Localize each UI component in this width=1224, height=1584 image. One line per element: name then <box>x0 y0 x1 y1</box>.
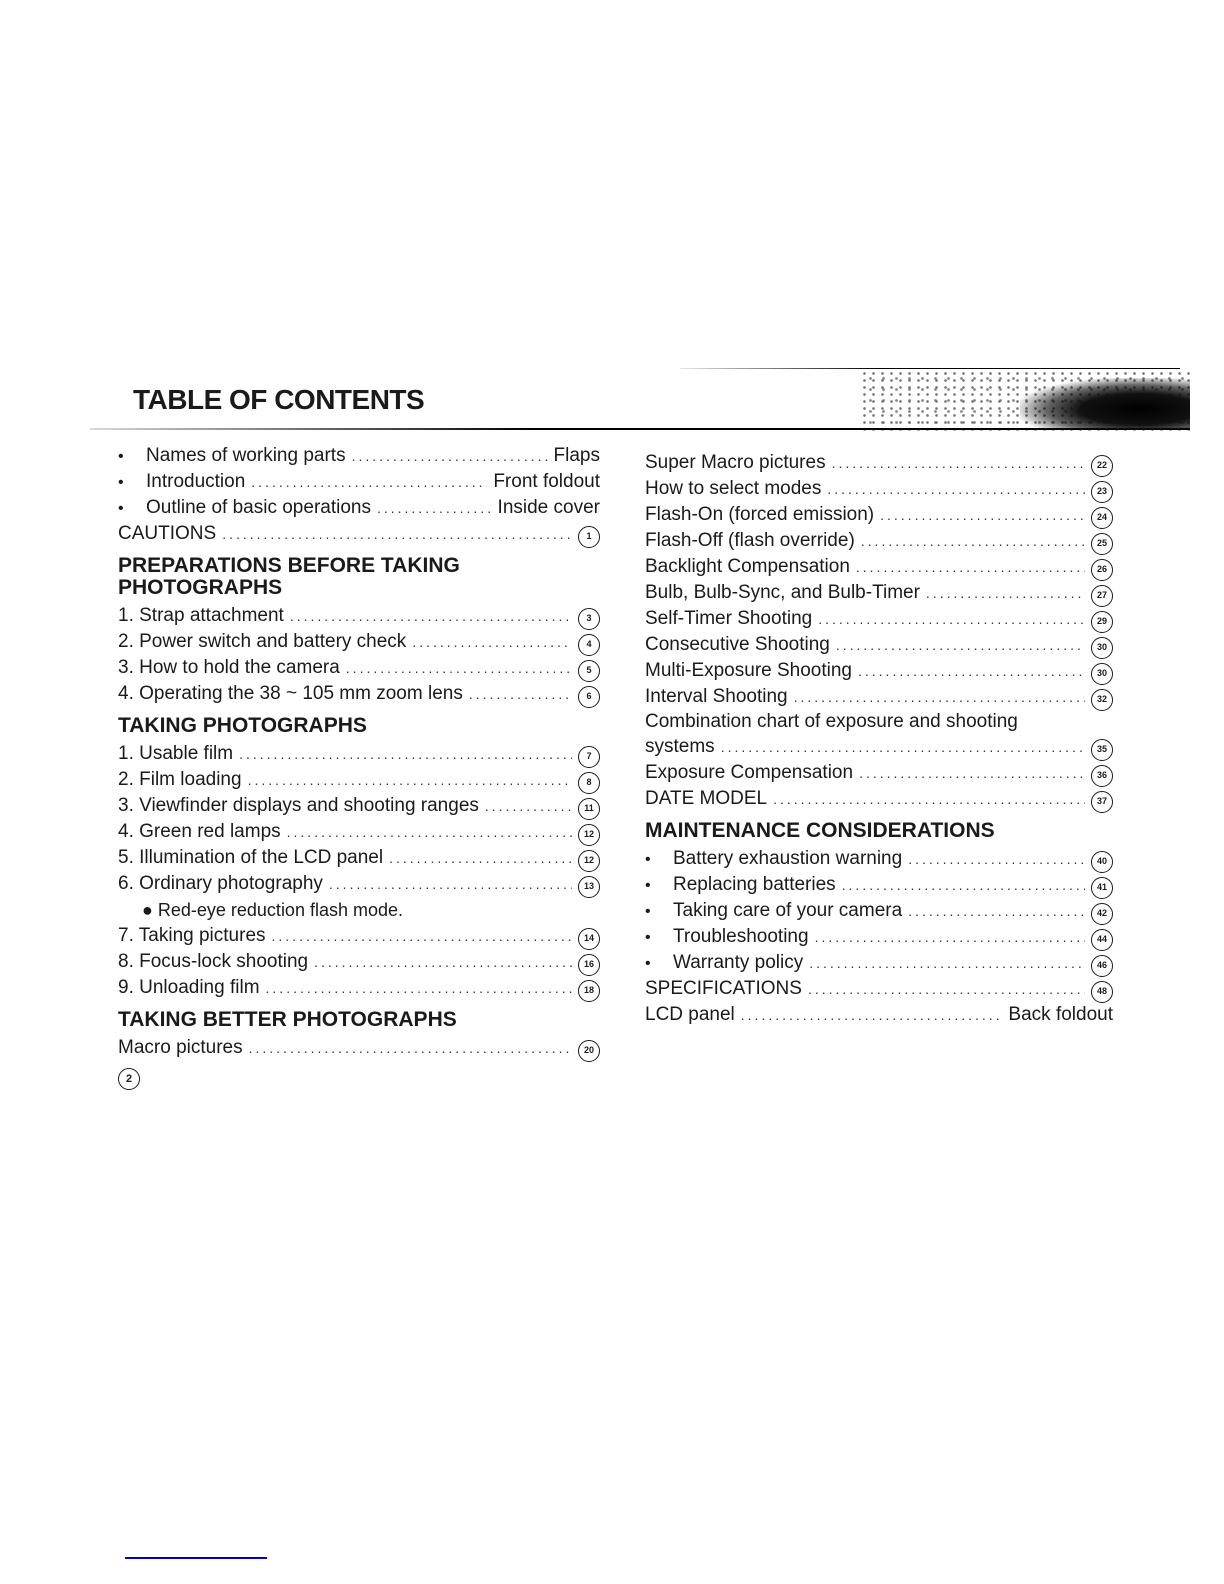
toc-entry[interactable] <box>118 819 600 845</box>
circled-page-number: 7 <box>578 746 600 768</box>
toc-entry[interactable] <box>118 871 600 897</box>
dot-leader <box>389 845 572 871</box>
toc-entry[interactable] <box>118 469 600 495</box>
dot-leader <box>773 786 1085 812</box>
toc-entry[interactable] <box>645 786 1113 812</box>
circled-page-number: 32 <box>1091 689 1113 711</box>
circled-page-number: 30 <box>1091 637 1113 659</box>
circled-page-number: 12 <box>578 850 600 872</box>
dot-leader <box>908 846 1085 872</box>
dot-leader <box>842 872 1085 898</box>
toc-entry-label: CAUTIONS <box>118 523 217 544</box>
circled-page-number: 6 <box>578 686 600 708</box>
toc-entry[interactable] <box>645 684 1113 710</box>
toc-entry-label: Flash-Off (flash override) <box>645 530 855 551</box>
toc-entry[interactable] <box>118 443 600 469</box>
toc-entry[interactable] <box>645 606 1113 632</box>
bullet-icon: • <box>118 448 124 465</box>
toc-entry[interactable] <box>118 845 600 871</box>
bullet-icon: • <box>645 877 651 894</box>
toc-entry-label: Outline of basic operations <box>146 497 371 518</box>
dot-leader <box>818 606 1085 632</box>
toc-right-column <box>645 450 1113 1028</box>
toc-entry-label: Self-Timer Shooting <box>645 608 813 629</box>
toc-entry-label: Backlight Compensation <box>645 556 850 577</box>
dot-leader <box>469 681 572 707</box>
circled-page-number: 27 <box>1091 585 1113 607</box>
dot-leader <box>222 521 572 547</box>
toc-entry[interactable] <box>118 655 600 681</box>
footer-rule <box>125 1557 267 1559</box>
circled-page-number: 23 <box>1091 481 1113 503</box>
toc-entry-label: 7. Taking pictures <box>118 925 266 946</box>
circled-page-number: 18 <box>578 980 600 1002</box>
dot-leader <box>346 655 572 681</box>
circled-page-number: 37 <box>1091 791 1113 813</box>
circled-page-number: 13 <box>578 876 600 898</box>
toc-entry-label: 3. Viewfinder displays and shooting ranges <box>118 795 479 816</box>
dot-leader <box>721 734 1085 760</box>
toc-entry[interactable] <box>645 1002 1113 1028</box>
toc-entry-label: Flash-On (forced emission) <box>645 504 875 525</box>
toc-entry[interactable] <box>645 898 1113 924</box>
toc-entry-label: Battery exhaustion warning <box>673 848 903 869</box>
circled-page-number: 48 <box>1091 981 1113 1003</box>
page-reference: Flaps <box>553 445 600 466</box>
toc-entry[interactable] <box>645 976 1113 1002</box>
toc-entry[interactable] <box>645 528 1113 554</box>
circled-page-number: 22 <box>1091 455 1113 477</box>
dot-leader <box>329 871 572 897</box>
bullet-icon: • <box>645 955 651 972</box>
circled-page-number: 44 <box>1091 929 1113 951</box>
dot-leader <box>859 760 1085 786</box>
section-heading: TAKING PHOTOGRAPHS <box>118 714 367 737</box>
dot-leader <box>808 976 1085 1002</box>
toc-entry[interactable] <box>645 924 1113 950</box>
toc-entry[interactable] <box>118 603 600 629</box>
circled-page-number: 25 <box>1091 533 1113 555</box>
toc-entry-label: 1. Usable film <box>118 743 234 764</box>
toc-entry-label: Super Macro pictures <box>645 452 826 473</box>
toc-entry[interactable] <box>645 846 1113 872</box>
toc-entry-label: 2. Power switch and battery check <box>118 631 407 652</box>
dot-leader <box>908 898 1085 924</box>
toc-entry[interactable] <box>645 580 1113 606</box>
dot-leader <box>249 1035 572 1061</box>
toc-entry-label: SPECIFICATIONS <box>645 978 802 999</box>
toc-entry[interactable] <box>118 975 600 1001</box>
toc-entry-label: How to select modes <box>645 478 822 499</box>
toc-entry[interactable] <box>645 872 1113 898</box>
toc-entry-label: 6. Ordinary photography <box>118 873 323 894</box>
circled-page-number: 1 <box>578 526 600 548</box>
circled-page-number: 20 <box>578 1040 600 1062</box>
bullet-icon: • <box>645 929 651 946</box>
dot-leader <box>815 924 1085 950</box>
dot-leader <box>926 580 1085 606</box>
circled-page-number: 36 <box>1091 765 1113 787</box>
circled-page-number: 30 <box>1091 663 1113 685</box>
circled-page-number: 40 <box>1091 851 1113 873</box>
toc-entry-label: LCD panel <box>645 1004 735 1025</box>
circled-page-number: 29 <box>1091 611 1113 633</box>
dot-leader <box>880 502 1085 528</box>
toc-entry-label: Introduction <box>146 471 246 492</box>
bullet-icon: • <box>645 851 651 868</box>
circled-page-number: 24 <box>1091 507 1113 529</box>
dot-leader <box>832 450 1085 476</box>
dot-leader <box>827 476 1085 502</box>
section-heading: PREPARATIONS BEFORE TAKING PHOTOGRAPHS <box>118 554 460 599</box>
toc-entry-label: Names of working parts <box>146 445 346 466</box>
header-rule-top <box>680 368 1180 369</box>
dot-leader <box>412 629 572 655</box>
toc-entry-label: 8. Focus-lock shooting <box>118 951 309 972</box>
circled-page-number: 16 <box>578 954 600 976</box>
dot-leader <box>809 950 1085 976</box>
toc-entry-label: DATE MODEL <box>645 788 768 809</box>
toc-entry[interactable] <box>118 1035 600 1061</box>
toc-entry[interactable] <box>118 495 600 521</box>
toc-entry[interactable] <box>645 450 1113 476</box>
toc-entry-label: 9. Unloading film <box>118 977 260 998</box>
page-number: 2 <box>118 1068 140 1090</box>
dot-leader <box>856 554 1085 580</box>
dot-leader <box>485 793 572 819</box>
toc-entry-label: Taking care of your camera <box>673 900 903 921</box>
toc-text: Combination chart of exposure and shooting <box>645 711 1018 732</box>
dot-leader <box>314 949 572 975</box>
toc-entry-label: 1. Strap attachment <box>118 605 284 626</box>
toc-entry[interactable] <box>118 741 600 767</box>
dot-leader <box>272 923 572 949</box>
toc-entry-label: Multi-Exposure Shooting <box>645 660 852 681</box>
toc-entry-label: Bulb, Bulb-Sync, and Bulb-Timer <box>645 582 920 603</box>
toc-entry[interactable] <box>118 767 600 793</box>
toc-entry-label: systems <box>645 736 715 757</box>
circled-page-number: 42 <box>1091 903 1113 925</box>
toc-entry[interactable] <box>645 760 1113 786</box>
circled-page-number: 11 <box>578 798 600 820</box>
toc-entry[interactable] <box>645 658 1113 684</box>
dot-leader <box>352 443 548 469</box>
toc-entry[interactable] <box>645 476 1113 502</box>
circled-page-number: 3 <box>578 608 600 630</box>
bullet-icon: • <box>118 500 124 517</box>
section-heading: MAINTENANCE CONSIDERATIONS <box>645 819 995 842</box>
toc-entry[interactable] <box>118 681 600 707</box>
circled-page-number: 5 <box>578 660 600 682</box>
dot-leader <box>741 1002 1003 1028</box>
circled-page-number: 14 <box>578 928 600 950</box>
toc-entry-label: 3. How to hold the camera <box>118 657 340 678</box>
dot-leader <box>287 819 572 845</box>
dot-leader <box>248 767 572 793</box>
circled-page-number: 26 <box>1091 559 1113 581</box>
toc-entry-label: 4. Green red lamps <box>118 821 281 842</box>
toc-entry-label: 4. Operating the 38 ~ 105 mm zoom lens <box>118 683 463 704</box>
circled-page-number: 41 <box>1091 877 1113 899</box>
toc-entry[interactable] <box>118 793 600 819</box>
page-reference: Inside cover <box>497 497 600 518</box>
toc-left-column <box>118 443 600 1061</box>
toc-entry-label: Warranty policy <box>673 952 804 973</box>
toc-entry-label: Troubleshooting <box>673 926 809 947</box>
toc-entry-label: Exposure Compensation <box>645 762 854 783</box>
dot-leader <box>858 658 1085 684</box>
toc-entry[interactable] <box>645 734 1113 760</box>
dot-leader <box>290 603 572 629</box>
dot-leader <box>836 632 1085 658</box>
section-heading: TAKING BETTER PHOTOGRAPHS <box>118 1008 457 1031</box>
page-reference: Back foldout <box>1008 1004 1113 1025</box>
circled-page-number: 46 <box>1091 955 1113 977</box>
toc-entry[interactable] <box>118 923 600 949</box>
circled-page-number: 35 <box>1091 739 1113 761</box>
toc-entry-label: Replacing batteries <box>673 874 836 895</box>
bullet-icon: • <box>645 903 651 920</box>
header-ink-blot <box>1020 378 1190 430</box>
toc-entry[interactable] <box>118 521 600 547</box>
toc-entry-label: Macro pictures <box>118 1037 243 1058</box>
toc-entry-label: Interval Shooting <box>645 686 788 707</box>
page-reference: Front foldout <box>493 471 600 492</box>
toc-entry-label: 5. Illumination of the LCD panel <box>118 847 384 868</box>
dot-leader <box>266 975 572 1001</box>
dot-leader <box>239 741 572 767</box>
toc-entry[interactable] <box>645 950 1113 976</box>
dot-leader <box>251 469 487 495</box>
circled-page-number: 4 <box>578 634 600 656</box>
toc-note: ● Red-eye reduction flash mode. <box>142 900 404 920</box>
toc-entry-label: Consecutive Shooting <box>645 634 830 655</box>
bullet-icon: • <box>118 474 124 491</box>
dot-leader <box>377 495 492 521</box>
toc-entry[interactable] <box>645 502 1113 528</box>
toc-entry[interactable] <box>645 632 1113 658</box>
page-title: TABLE OF CONTENTS <box>133 384 425 415</box>
dot-leader <box>794 684 1085 710</box>
toc-entry[interactable] <box>645 554 1113 580</box>
toc-entry[interactable] <box>118 629 600 655</box>
toc-entry-label: 2. Film loading <box>118 769 242 790</box>
toc-entry[interactable] <box>118 949 600 975</box>
dot-leader <box>861 528 1085 554</box>
circled-page-number: 8 <box>578 772 600 794</box>
circled-page-number: 12 <box>578 824 600 846</box>
